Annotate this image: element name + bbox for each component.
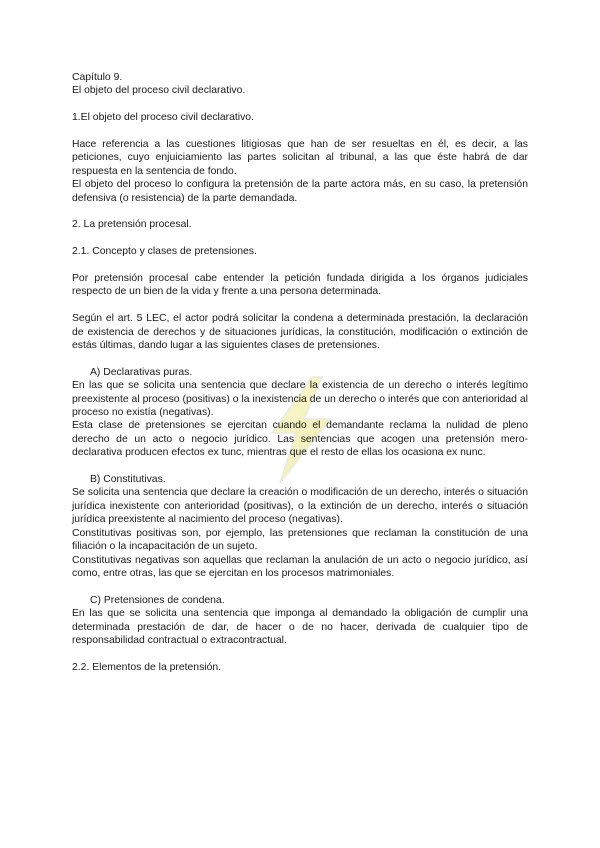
chapter-title: El objeto del proceso civil declarativo. — [72, 85, 246, 97]
document-body — [72, 71, 528, 674]
subsection-b-paragraph: Constitutivas positivas son, por ejemplo, las pretensiones que reclaman la constitución de una filiación o la incapacitación de un sujeto. — [72, 527, 528, 553]
section-2-heading: 2. La pretensión procesal. — [72, 219, 192, 231]
section-2-1-paragraph: Según el art. 5 LEC, el actor podrá solicitar la condena a determinada prestación, la declaración de existencia de derechos y de situaciones jurídicas, la constitución, modificación o extinción de estás últimas, dando lugar a las siguientes clases de pretensiones. — [72, 313, 528, 352]
subsection-b-paragraph: Se solicita una sentencia que declare la creación o modificación de un derecho, interés o situación jurídica inexistente con anterioridad (positivas), o la extinción de un derecho, interés o situación jurídica preexistente al nacimiento del proceso (negativas). — [72, 487, 528, 526]
section-1-paragraph: El objeto del proceso lo configura la pretensión de la parte actora más, en su caso, la pretensión defensiva (o resistencia) de la parte demandada. — [72, 179, 528, 204]
section-1-heading: 1.El objeto del proceso civil declarativo. — [72, 112, 254, 124]
subsection-a-heading: A) Declarativas puras. — [90, 366, 193, 378]
subsection-c-heading: C) Pretensiones de condena. — [90, 594, 225, 606]
subsection-a-paragraph: Esta clase de pretensiones se ejercitan cuando el demandante reclama la nulidad de pleno derecho de un acto o negocio jurídico. Las sentencias que acogen una pretensión mero-declarativa producen efectos ex tunc, mientras que el resto de ellas los ocasiona ex nunc. — [72, 420, 528, 459]
section-1-paragraph: Hace referencia a las cuestiones litigiosas que han de ser resueltas en él, es decir, a las peticiones, cuyo enjuiciamiento las partes solicitan al tribunal, a las que éste habrá de dar respuesta en la sentencia de fondo. — [72, 139, 528, 177]
subsection-a-paragraph: En las que se solicita una sentencia que declare la existencia de un derecho o interés legítimo preexistente al proceso (positivas) o la inexistencia de un derecho o interés que con anterioridad al proceso no existía (negativas). — [72, 380, 528, 419]
subsection-b-paragraph: Constitutivas negativas son aquellas que reclaman la anulación de un acto o negocio jurídico, así como, entre otras, las que se ejercitan en los procesos matrimoniales. — [72, 554, 528, 579]
chapter-label: Capítulo 9. — [72, 72, 123, 83]
subsection-b-heading: B) Constitutivas. — [90, 474, 166, 486]
section-2-2-heading: 2.2. Elementos de la pretensión. — [72, 661, 222, 673]
subsection-c-paragraph: En las que se solicita una sentencia que imponga al demandado la obligación de cumplir una determinada prestación de dar, de hacer o de no hacer, derivada de cualquier tipo de responsabilidad contractual o extracontractual. — [72, 608, 528, 646]
section-2-1-heading: 2.1. Concepto y clases de pretensiones. — [72, 246, 257, 258]
section-2-1-paragraph: Por pretensión procesal cabe entender la petición fundada dirigida a los órganos judiciales respecto de un bien de la vida y frente a una persona determinada. — [72, 273, 528, 298]
